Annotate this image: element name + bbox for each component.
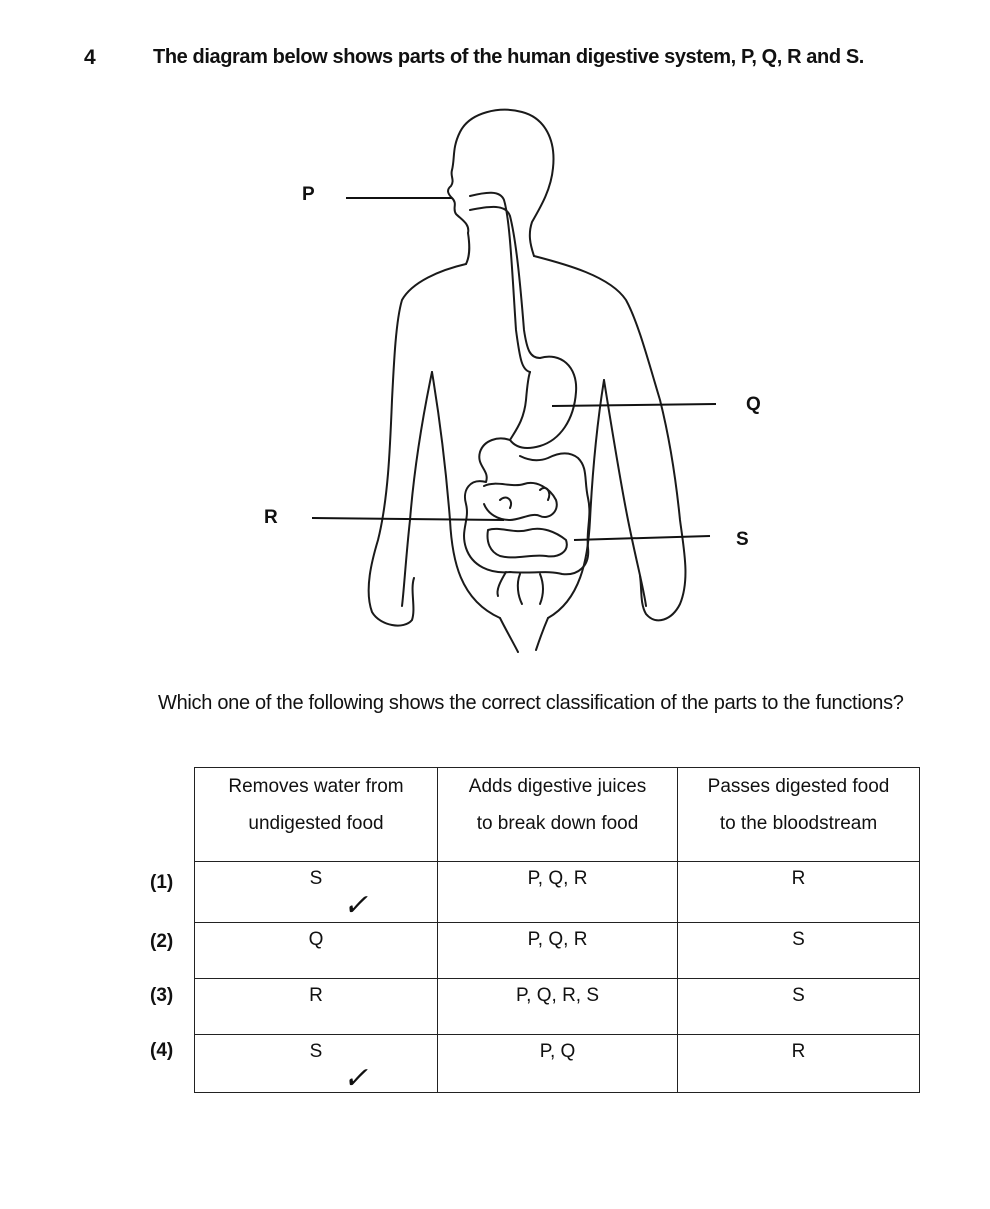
question-number: 4 xyxy=(84,46,96,69)
cell-value: P, Q, R xyxy=(527,929,588,950)
table-cell xyxy=(195,862,438,923)
cell-value: R xyxy=(791,1041,806,1062)
header-adds-juices xyxy=(438,768,678,862)
option-label-4: (4) xyxy=(150,1040,174,1061)
table-cell xyxy=(438,1035,678,1093)
cell-value: S xyxy=(792,929,805,950)
tick-mark-icon: ✓ xyxy=(343,1061,369,1096)
header-line: Removes water from xyxy=(228,776,404,797)
cell-value: P, Q xyxy=(539,1041,576,1062)
table-cell xyxy=(195,923,438,979)
table-cell xyxy=(678,862,920,923)
table-cell xyxy=(438,862,678,923)
label-r: R xyxy=(264,507,278,528)
table-row xyxy=(195,862,920,923)
label-p: P xyxy=(302,184,315,205)
table-cell xyxy=(438,923,678,979)
header-line: undigested food xyxy=(248,813,384,834)
label-s: S xyxy=(736,529,749,550)
table-cell xyxy=(195,979,438,1035)
header-removes-water xyxy=(195,768,438,862)
cell-value: Q xyxy=(308,929,324,950)
cell-value: R xyxy=(791,868,806,889)
cell-value: R xyxy=(309,985,323,1006)
classification-table xyxy=(194,767,920,1096)
header-line: to the bloodstream xyxy=(719,813,878,834)
table-row xyxy=(195,923,920,979)
option-label-2: (2) xyxy=(150,931,174,952)
cell-value: S xyxy=(309,1041,323,1062)
table-row xyxy=(195,979,920,1035)
header-line: to break down food xyxy=(476,813,639,834)
tick-mark-icon: ✓ xyxy=(343,888,369,923)
table-cell xyxy=(678,1035,920,1093)
label-q: Q xyxy=(746,394,761,415)
table-cell xyxy=(195,1035,438,1096)
option-label-1: (1) xyxy=(150,872,174,893)
cell-value: P, Q, R, S xyxy=(515,985,600,1006)
table-cell xyxy=(438,979,678,1035)
table-header-row xyxy=(195,768,920,862)
table-row xyxy=(195,1035,920,1093)
cell-value: S xyxy=(792,985,805,1006)
question-prompt: Which one of the following shows the correct classification of the parts to the functions? xyxy=(158,692,904,714)
question-stem: The diagram below shows parts of the human digestive system, P, Q, R and S. xyxy=(153,46,864,68)
cell-value: S xyxy=(309,868,323,889)
header-passes-food xyxy=(678,768,920,862)
header-line: Adds digestive juices xyxy=(468,776,647,797)
option-label-3: (3) xyxy=(150,985,174,1006)
cell-value: P, Q, R xyxy=(527,868,588,889)
header-line: Passes digested food xyxy=(707,776,890,797)
table-cell xyxy=(678,979,920,1035)
table-cell xyxy=(678,923,920,979)
